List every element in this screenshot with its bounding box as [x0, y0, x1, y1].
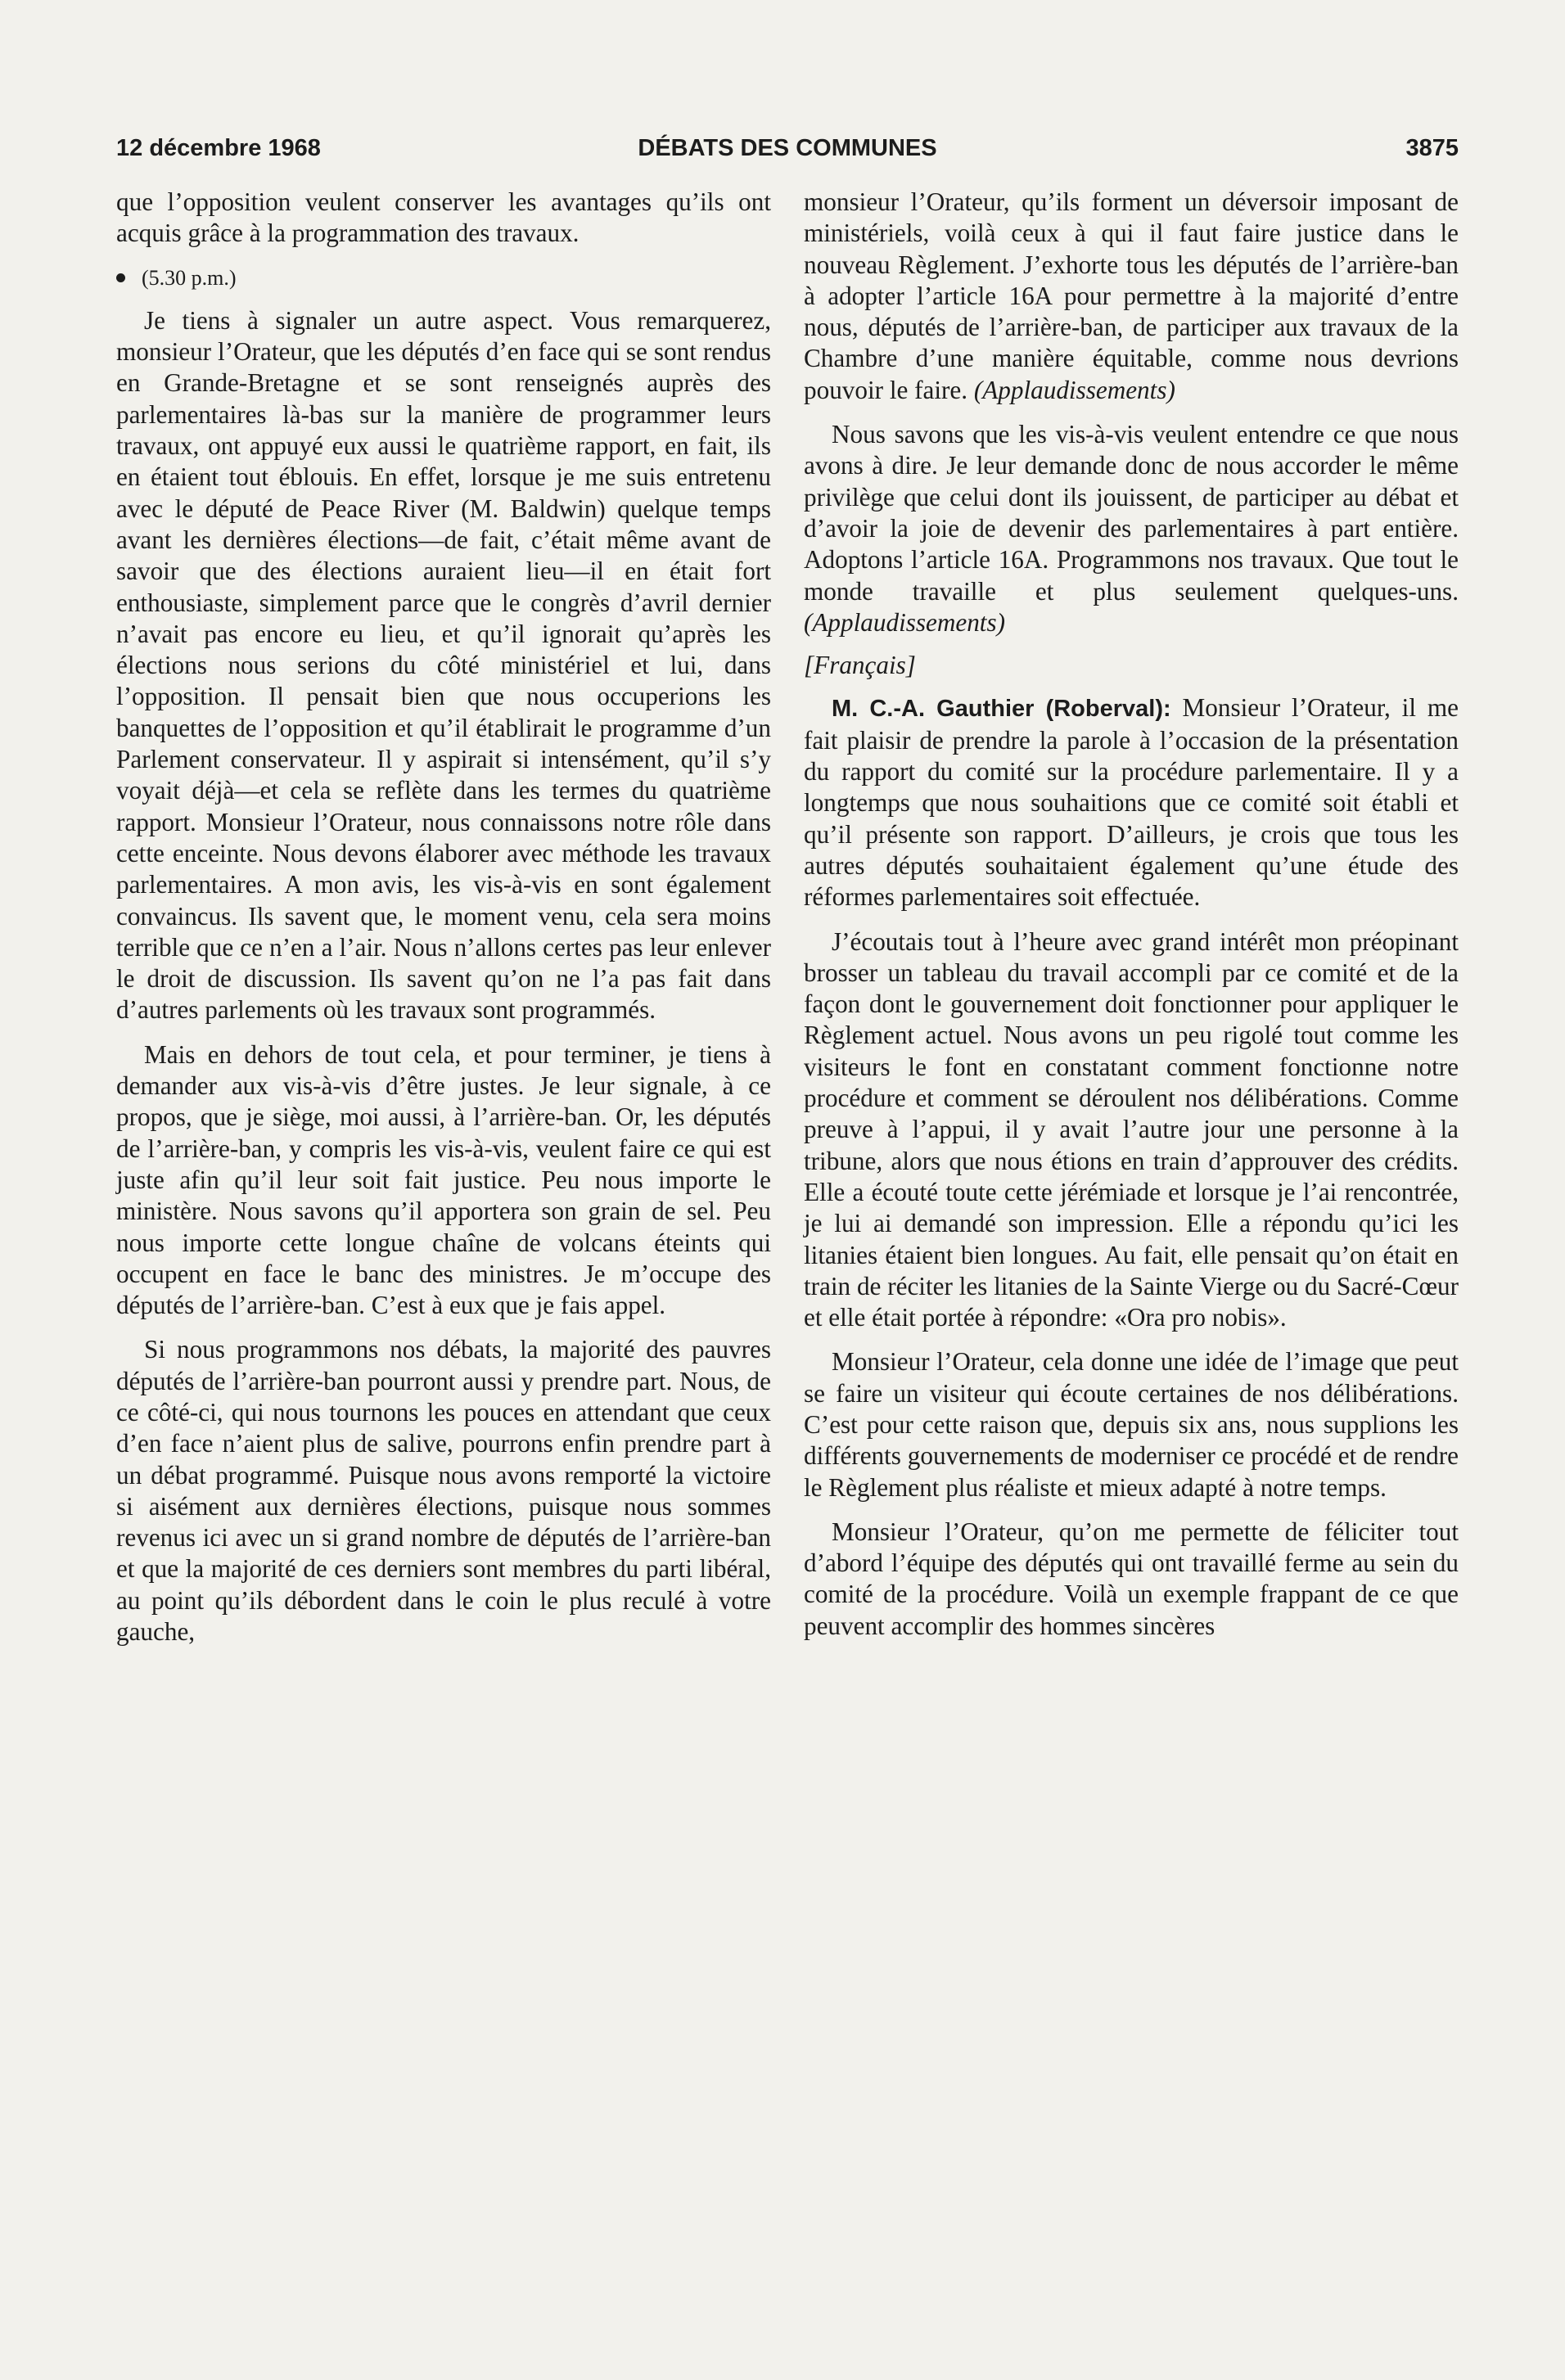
paragraph: Monsieur l’Orateur, qu’on me permette de féliciter tout d’abord l’équipe des députés qui ont travaillé ferme au sein du comité de la procédure. Voilà un exemple frappant de ce que peuvent accomplir des hommes sincères [804, 1517, 1459, 1640]
paragraph [804, 692, 1459, 913]
paragraph: que l’opposition veulent conserver les avantages qu’ils ont acquis grâce à la programmation des travaux. [116, 187, 771, 248]
page-number: 3875 [1405, 135, 1459, 161]
paragraph-text: Monsieur l’Orateur, il me fait plaisir de prendre la parole à l’occasion de la présentation du rapport du comité sur la procédure parlementaire. Il y a longtemps que nous souhaitions que ce comité soit établi et qu’il présente son rapport. D’ailleurs, je crois que tous les autres députés souhaitaient également qu’une étude des réformes parlementaires soit effectuée. [804, 693, 1459, 912]
paragraph: Je tiens à signaler un autre aspect. Vous remarquerez, monsieur l’Orateur, que les députés d’en face qui se sont rendus en Grande-Bretagne et se sont renseignés auprès des parlementaires là-bas sur la manière de programmer leurs travaux, ont appuyé eux aussi le quatrième rapport, en fait, ils en étaient tout éblouis. En effet, lorsque je me suis entretenu avec le député de Peace River (M. Baldwin) quelque temps avant les dernières élections—de fait, c’était même avant de savoir que des élections auraient lieu—il en était fort enthousiaste, simplement parce que le congrès d’avril dernier n’avait pas encore eu lieu, et qu’il ignorait qu’après les élections nous serions du côté ministériel et lui, dans l’opposition. Il pensait bien que nous occuperions les banquettes de l’opposition et qu’il établirait le programme d’un Parlement conservateur. Il y aspirait si intensément, qu’il s’y voyait déjà—et cela se reflète dans les termes du quatrième rapport. Monsieur l’Orateur, nous connaissons notre rôle dans cette enceinte. Nous devons élaborer avec méthode les travaux parlementaires. A mon avis, les vis-à-vis en sont également convaincus. Ils savent que, le moment venu, cela sera moins terrible que ce n’en a l’air. Nous n’allons certes pas leur enlever le droit de discussion. Ils savent qu’on ne l’a pas fait dans d’autres parlements où les travaux sont programmés. [116, 305, 771, 1025]
paragraph-text: monsieur l’Orateur, qu’ils forment un déversoir imposant de ministériels, voilà ceux à qui il faut faire justice dans le nouveau Règlement. J’exhorte tous les députés de l’arrière-ban à adopter l’article 16A pour permettre à la majorité d’entre nous, députés de l’arrière-ban, de participer aux travaux de la Chambre d’une manière équitable, comme nous devrions pouvoir le faire. [804, 187, 1459, 404]
paragraph [804, 419, 1459, 638]
header-date: 12 décembre 1968 [116, 135, 321, 161]
time-marker-text: (5.30 p.m.) [142, 265, 237, 290]
paragraph: J’écoutais tout à l’heure avec grand intérêt mon préopinant brosser un tableau du travail accompli par ce comité et de la façon dont le gouvernement doit fonctionner pour appliquer le Règlement actuel. Nous avons un peu rigolé tout comme les visiteurs le font en constatant comment fonctionne notre procédure et comment se déroulent nos délibérations. Comme preuve à l’appui, il y avait l’autre jour une personne à la tribune, alors que nous étions en train d’approuver des crédits. Elle a écouté toute cette jérémiade et lorsque je l’ai rencontrée, je lui ai demandé son impression. Elle a répondu qu’ici les litanies étaient bien longues. Au fait, elle pensait qu’on était en train de réciter les litanies de la Sainte Vierge ou du Sacré-Cœur et elle était portée à répondre: «Ora pro nobis». [804, 926, 1459, 1332]
header-title: DÉBATS DES COMMUNES [638, 135, 937, 161]
left-column [116, 187, 771, 1648]
applause-note: (Applaudissements) [804, 607, 1005, 637]
applause-note: (Applaudissements) [973, 375, 1175, 404]
paragraph [804, 187, 1459, 406]
paragraph: Mais en dehors de tout cela, et pour terminer, je tiens à demander aux vis-à-vis d’être justes. Je leur signale, à ce propos, que je siège, moi aussi, à l’arrière-ban. Or, les députés de l’arrière-ban, y compris les vis-à-vis, veulent faire ce qui est juste afin qu’il leur soit fait justice. Peu nous importe le ministère. Nous savons qu’il apportera son grain de sel. Peu nous importe cette longue chaîne de volcans éteints qui occupent en face le banc des ministres. Je m’occupe des députés de l’arrière-ban. C’est à eux que je fais appel. [116, 1039, 771, 1320]
right-column [804, 187, 1459, 1642]
paragraph: Si nous programmons nos débats, la majorité des pauvres députés de l’arrière-ban pourront aussi y prendre part. Nous, de ce côté-ci, qui nous tournons les pouces en attendant que ceux d’en face n’aient plus de salive, pourrons enfin prendre part à un débat programmé. Puisque nous avons remporté la victoire si aisément aux dernières élections, puisque nous sommes revenus ici avec un si grand nombre de députés de l’arrière-ban et que la majorité de ces derniers sont membres du parti libéral, au point qu’ils débordent dans le coin le plus reculé à votre gauche, [116, 1335, 771, 1647]
page-header [116, 135, 1459, 168]
paragraph: Monsieur l’Orateur, cela donne une idée de l’image que peut se faire un visiteur qui écoute certaines de nos délibérations. C’est pour cette raison que, depuis six ans, nous supplions les différents gouvernements de moderniser ce procédé et de rendre le Règlement plus réaliste et mieux adapté à notre temps. [804, 1347, 1459, 1502]
paragraph-text: Nous savons que les vis-à-vis veulent entendre ce que nous avons à dire. Je leur demande donc de nous accorder le même privilège que celui dont ils jouissent, de participer au débat et d’avoir la joie de devenir des parlementaires à part entière. Adoptons l’article 16A. Programmons nos travaux. Que tout le monde travaille et plus seulement quelques-uns. [804, 420, 1459, 606]
speaker-name: M. C.-A. Gauthier (Roberval): [832, 696, 1171, 723]
language-tag: [Français] [804, 651, 916, 680]
time-marker [116, 263, 771, 294]
bullet-icon [116, 273, 125, 282]
